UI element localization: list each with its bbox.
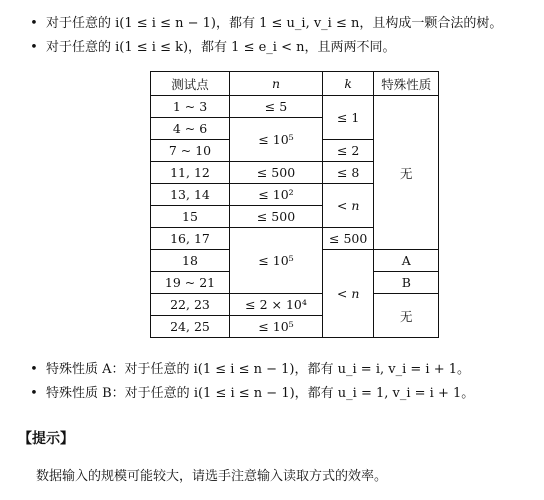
table-cell: ≤ 500 <box>230 162 323 184</box>
table-cell: ≤ 10⁵ <box>230 228 323 294</box>
table-cell: ≤ 10⁵ <box>230 118 323 162</box>
bullet-icon: • <box>30 40 38 55</box>
subtask-table <box>150 71 439 338</box>
table-cell: 19 ~ 21 <box>151 272 230 294</box>
list-item <box>28 36 538 60</box>
bullet-icon: • <box>30 16 38 31</box>
table-cell: 16, 17 <box>151 228 230 250</box>
table-cell: 18 <box>151 250 230 272</box>
table-cell: ≤ 2 <box>323 140 374 162</box>
table-cell: ≤ 5 <box>230 96 323 118</box>
hint-heading: 【提示】 <box>18 431 74 447</box>
list-item <box>28 12 538 36</box>
constraints-bottom-list <box>28 358 538 406</box>
hint-text: 数据输入的规模可能较大，请选手注意输入读取方式的效率。 <box>36 469 388 484</box>
table-cell: 22, 23 <box>151 294 230 316</box>
property-text: 特殊性质 A：对于任意的 i(1 ≤ i ≤ n − 1)，都有 u_i = i, v_i = i + 1。 <box>46 362 470 377</box>
list-item <box>28 358 538 382</box>
table-cell: A <box>374 250 439 272</box>
table-cell: ≤ 500 <box>323 228 374 250</box>
table-row <box>151 294 439 316</box>
header-cell: 测试点 <box>151 72 230 96</box>
table-cell: < n <box>323 184 374 228</box>
bullet-icon: • <box>30 386 38 401</box>
header-cell: n <box>230 72 323 96</box>
table-header-row <box>151 72 439 96</box>
table-cell: 4 ~ 6 <box>151 118 230 140</box>
constraint-text: 对于任意的 i(1 ≤ i ≤ k)，都有 1 ≤ e_i < n，且两两不同。 <box>46 40 396 55</box>
table-cell: 11, 12 <box>151 162 230 184</box>
constraint-text: 对于任意的 i(1 ≤ i ≤ n − 1)，都有 1 ≤ u_i, v_i ≤ n，且构成一颗合法的树。 <box>46 16 503 31</box>
property-text: 特殊性质 B：对于任意的 i(1 ≤ i ≤ n − 1)，都有 u_i = 1, v_i = i + 1。 <box>46 386 475 401</box>
table-cell: 1 ~ 3 <box>151 96 230 118</box>
table-cell: 24, 25 <box>151 316 230 338</box>
table-cell: < n <box>323 250 374 338</box>
table-cell: 无 <box>374 96 439 250</box>
table-cell: ≤ 1 <box>323 96 374 140</box>
bullet-icon: • <box>30 362 38 377</box>
table-cell: ≤ 2 × 10⁴ <box>230 294 323 316</box>
header-cell: 特殊性质 <box>374 72 439 96</box>
table-cell: ≤ 500 <box>230 206 323 228</box>
table-row <box>151 96 439 118</box>
table-cell: B <box>374 272 439 294</box>
table-cell: ≤ 10⁵ <box>230 316 323 338</box>
table-cell: 15 <box>151 206 230 228</box>
constraints-top-list <box>28 12 538 60</box>
table-cell: 无 <box>374 294 439 338</box>
table-cell: ≤ 10² <box>230 184 323 206</box>
table-cell: ≤ 8 <box>323 162 374 184</box>
table-cell: 13, 14 <box>151 184 230 206</box>
table-cell: 7 ~ 10 <box>151 140 230 162</box>
header-cell: k <box>323 72 374 96</box>
list-item <box>28 382 538 406</box>
